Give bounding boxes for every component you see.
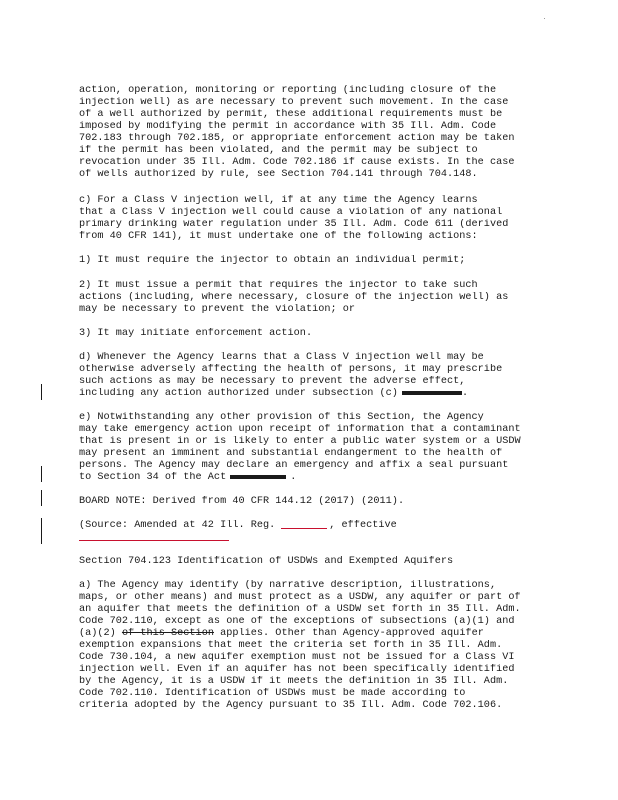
text-line-redacted [79, 388, 539, 399]
text-line: imposed by modifying the permit in accordance with 35 Ill. Adm. Code [79, 121, 497, 132]
line-period: . [290, 472, 297, 483]
text-line: persons. The Agency may declare an emergency and affix a seal pursuant [79, 460, 509, 471]
item-3-line: 3) It may initiate enforcement action. [79, 328, 313, 339]
text-line: 702.183 through 702.185, or appropriate enforcement action may be taken [79, 133, 515, 144]
text-line: injection well) as are necessary to prevent such movement. In the case [79, 97, 509, 108]
text-line: that is present in or is likely to enter a public water system or a USDW [79, 436, 521, 447]
text-line: Code 702.110. Identification of USDWs must be made according to [79, 688, 466, 699]
text-line: otherwise adversely affecting the health of persons, it may prescribe [79, 364, 503, 375]
text-line: of a well authorized by permit, these additional requirements must be [79, 109, 503, 120]
source-note-line [79, 520, 539, 531]
blank-register-page [281, 528, 327, 529]
item-1-line: 1) It must require the injector to obtain an individual permit; [79, 255, 466, 266]
line-period: . [461, 388, 469, 399]
line-text: including any action authorized under subsection (c) [79, 388, 398, 399]
text-line: an aquifer that meets the definition of a USDW set forth in 35 Ill. Adm. [79, 604, 521, 615]
change-bar [41, 518, 42, 544]
text-line: such actions as may be necessary to prevent the adverse effect, [79, 376, 466, 387]
item-2-line: 2) It must issue a permit that requires the injector to take such [79, 280, 478, 291]
text-line: actions (including, where necessary, closure of the injection well) as [79, 292, 509, 303]
text-line: from 40 CFR 141), it must undertake one of the following actions: [79, 231, 478, 242]
scan-speck [544, 18, 545, 19]
subsection-c-line: c) For a Class V injection well, if at any time the Agency learns [79, 195, 478, 206]
text-line: that a Class V injection well could cause a violation of any national [79, 207, 503, 218]
change-bar [41, 384, 42, 400]
text-line: by the Agency, it is a USDW if it meets the definition in 35 Ill. Adm. [79, 676, 509, 687]
deleted-text: of this Section [121, 628, 214, 639]
text-line: Code 730.104, a new aquifer exemption must not be issued for a Class VI [79, 652, 515, 663]
subsection-d-line: d) Whenever the Agency learns that a Class V injection well may be [79, 352, 484, 363]
text-line: criteria adopted by the Agency pursuant to 35 Ill. Adm. Code 702.106. [79, 700, 503, 711]
text-line-redacted [79, 472, 539, 483]
line-text: to Section 34 of the Act [79, 472, 227, 483]
redaction-bar [402, 391, 462, 395]
source-effective: , effective [329, 520, 397, 531]
blank-effective-date [79, 540, 229, 541]
text-line: primary drinking water regulation under 35 Ill. Adm. Code 611 (derived [79, 219, 509, 230]
text-line: exemption expansions that meet the criteria set forth in 35 Ill. Adm. [79, 640, 503, 651]
text-line: may take emergency action upon receipt of information that a contaminant [79, 424, 521, 435]
text-line: may be necessary to prevent the violation; or [79, 304, 356, 315]
text-line: revocation under 35 Ill. Adm. Code 702.186 if cause exists. In the case [79, 157, 515, 168]
text-line: of wells authorized by rule, see Section 704.141 through 704.148. [79, 169, 478, 180]
section-heading: Section 704.123 Identification of USDWs and Exempted Aquifers [79, 556, 454, 567]
ref-text: (a)(2) [79, 628, 116, 639]
line-text: applies. Other than Agency-approved aquifer [220, 628, 484, 639]
subsection-a-line: a) The Agency may identify (by narrative description, illustrations, [79, 580, 497, 591]
redaction-bar [230, 475, 286, 479]
text-line: if the permit has been violated, and the permit may be subject to [79, 145, 478, 156]
text-line: action, operation, monitoring or reporting (including closure of the [79, 85, 497, 96]
board-note: BOARD NOTE: Derived from 40 CFR 144.12 (2017) (2011). [79, 496, 405, 507]
text-line: maps, or other means) and must protect as a USDW, any aquifer or part of [79, 592, 521, 603]
text-line: Code 702.110, except as one of the exceptions of subsections (a)(1) and [79, 616, 515, 627]
subsection-e-line: e) Notwithstanding any other provision of this Section, the Agency [79, 412, 484, 423]
change-bar [41, 490, 42, 506]
change-bar [41, 466, 42, 482]
text-line: injection well. Even if an aquifer has not been specifically identified [79, 664, 515, 675]
text-line: may present an imminent and substantial endangerment to the health of [79, 448, 503, 459]
source-note-line-2 [79, 532, 539, 543]
source-text: (Source: Amended at 42 Ill. Reg. [79, 520, 276, 531]
text-line-amended [79, 628, 539, 639]
